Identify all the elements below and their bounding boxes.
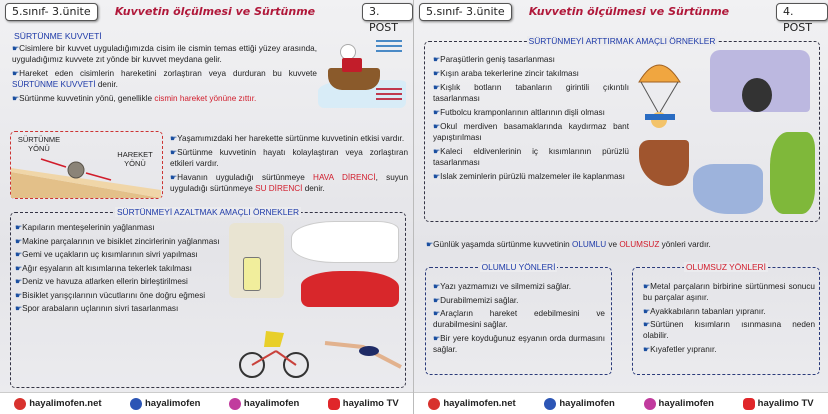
term: cismin hareket yönüne zıttır. [154, 94, 257, 103]
facebook-text: hayalimofen [145, 398, 201, 409]
hand-icon: ☛ [433, 108, 441, 117]
page-title: Kuvvetin ölçülmesi ve Sürtünme [114, 5, 316, 18]
instagram-link[interactable] [644, 398, 714, 410]
yacht-image [291, 221, 399, 263]
list-item [643, 344, 815, 355]
reduce-friction-box [10, 207, 406, 388]
friction-diagram [10, 131, 163, 199]
text: Günlük yaşamda sürtünme kuvvetinin [433, 240, 572, 249]
motion-direction-label: HAREKET YÖNÜ [117, 150, 153, 168]
hand-icon: ☛ [15, 236, 23, 246]
list-item-text: Deniz ve havuza atlarken ellerin birleştirilmesi [22, 277, 188, 286]
youtube-icon [743, 398, 755, 410]
text: ve [606, 240, 620, 249]
sentence [426, 239, 806, 250]
winter-boot-image [639, 140, 689, 186]
list-item-text: Kışın araba tekerlerine zincir takılması [440, 69, 579, 78]
text: denir. [302, 184, 325, 193]
hand-icon: ☛ [426, 240, 434, 249]
globe-icon [428, 398, 440, 410]
hand-icon: ☛ [15, 290, 23, 300]
post-badge: 3. POST [362, 3, 413, 21]
hand-icon: ☛ [12, 69, 20, 78]
paragraph [170, 147, 408, 169]
grade-badge: 5.sınıf- 3.ünite [419, 3, 512, 21]
list-item [15, 276, 225, 287]
list-item [433, 121, 629, 143]
facebook-icon [130, 398, 142, 410]
list-item [15, 249, 225, 260]
hand-icon: ☛ [433, 147, 441, 156]
text: , suyun uyguladığı sürtünmeye [170, 173, 409, 193]
hand-icon: ☛ [433, 122, 441, 131]
youtube-text: hayalimo TV [342, 398, 399, 409]
hand-icon: ☛ [170, 148, 178, 157]
list-item [15, 222, 225, 233]
post-badge: 4. POST [776, 3, 828, 21]
list-item [433, 333, 605, 355]
snowman-sled-image [318, 32, 406, 110]
hand-icon: ☛ [643, 306, 651, 316]
hand-icon: ☛ [15, 304, 23, 313]
list-item [433, 281, 605, 292]
instagram-link[interactable] [229, 398, 299, 410]
hand-icon: ☛ [433, 55, 441, 64]
text: Sürtünme kuvvetinin yönü, genellikle [19, 94, 155, 103]
term: SU DİRENCİ [255, 184, 303, 193]
goalkeeper-image [770, 132, 815, 214]
hand-icon: ☛ [643, 320, 651, 329]
negative-box [632, 262, 820, 375]
term: SÜRTÜNME KUVVETİ [12, 80, 96, 89]
positive-box [425, 262, 612, 375]
paragraph [12, 93, 317, 104]
hand-icon: ☛ [643, 344, 651, 354]
list-item [15, 263, 225, 274]
list-item-text: Durabilmemizi sağlar. [440, 295, 519, 305]
spray-hinge-image [229, 223, 284, 298]
hand-icon: ☛ [15, 263, 23, 273]
youtube-text: hayalimo TV [757, 398, 814, 409]
text: Cisimlere bir kuvvet uyguladığımızda cisim ile cismin temas ettiği yüzey arasında, uyguladığımız kuvvete zıt yönde bir kuvvet meydana gelir. [12, 44, 317, 64]
list-item-text: Futbolcu kramponlarının altlarının dişli olması [440, 108, 605, 117]
paragraph [12, 68, 317, 90]
hand-icon: ☛ [433, 282, 441, 291]
box-title [426, 262, 611, 273]
reduce-title: SÜRTÜNMEYİ AZALTMAK AMAÇLI ÖRNEKLER [116, 207, 300, 217]
globe-icon [14, 398, 26, 410]
hand-icon: ☛ [433, 69, 441, 78]
instagram-text: hayalimofen [658, 398, 714, 409]
youtube-icon [328, 398, 340, 410]
term: OLUMLU [571, 240, 607, 249]
increase-friction-box [424, 36, 820, 222]
list-item [433, 146, 629, 168]
list-item [643, 281, 815, 303]
negative-list [643, 281, 815, 357]
text: Havanın uyguladığı sürtünmeye [177, 173, 314, 182]
friction-direction-label: SÜRTÜNME YÖNÜ [17, 135, 61, 153]
list-item [643, 306, 815, 317]
hand-icon: ☛ [433, 83, 441, 92]
instagram-icon [229, 398, 241, 410]
hand-icon: ☛ [433, 309, 441, 318]
hand-icon: ☛ [643, 282, 651, 291]
list-item-text: Bir yere koyduğunuz eşyanın orda durmasını sağlar. [433, 333, 605, 354]
hand-icon: ☛ [15, 277, 23, 286]
list-item [15, 236, 225, 247]
hand-icon: ☛ [170, 134, 178, 143]
box-title [425, 36, 819, 47]
hand-icon: ☛ [12, 44, 20, 53]
increase-list [433, 54, 629, 185]
website-link[interactable] [428, 398, 515, 410]
reduce-list [15, 222, 225, 317]
intro-text [12, 43, 317, 107]
box-title [11, 207, 405, 218]
term: HAVA DİRENCİ [313, 173, 376, 182]
list-item-text: Araçların hareket edebilmesini ve durabilmesini sağlar. [433, 309, 605, 329]
grade-badge: 5.sınıf- 3.ünite [5, 3, 98, 21]
diver-image [323, 333, 403, 369]
list-item-text: Kıyafetler yıpranır. [650, 344, 717, 354]
website-text: hayalimofen.net [29, 398, 102, 409]
term: OLUMSUZ [619, 240, 660, 249]
friction-facts [170, 133, 408, 197]
website-link[interactable] [14, 398, 101, 410]
text: Sürtünme kuvvetinin hayatı kolaylaştıran veya zorlaştıran etkileri vardır. [170, 148, 408, 168]
paragraph [170, 172, 408, 194]
hand-icon: ☛ [12, 94, 20, 103]
paragraph [12, 43, 317, 65]
footer [414, 392, 828, 414]
list-item [433, 107, 629, 118]
list-item-text: Ağır eşyaların alt kısımlarına tekerlek takılması [22, 263, 192, 273]
youtube-link[interactable] [743, 398, 814, 410]
car-chain-image [710, 50, 810, 112]
facebook-text: hayalimofen [559, 398, 615, 409]
hand-icon: ☛ [170, 173, 178, 182]
hand-icon: ☛ [15, 223, 23, 232]
parachute-image [637, 54, 682, 154]
cyclist-image [236, 321, 312, 379]
list-item-text: Spor arabaların uçlarının sivri tasarlanması [22, 304, 179, 313]
post-4-panel [414, 0, 828, 414]
facebook-link[interactable] [544, 398, 614, 410]
increase-title: SÜRTÜNMEYİ ARTTIRMAK AMAÇLI ÖRNEKLER [528, 36, 716, 46]
list-item-text: Makine parçalarının ve bisiklet zincirlerinin yağlanması [22, 236, 220, 246]
list-item-text: Bisiklet yarışçılarının vücutlarını öne doğru eğmesi [22, 290, 206, 300]
list-item [433, 295, 605, 306]
list-item-text: Gemi ve uçakların uç kısımlarının sivri yapılması [22, 250, 198, 259]
box-title [633, 262, 819, 273]
list-item-text: Yazı yazmamızı ve silmemizi sağlar. [440, 282, 572, 291]
list-item-text: Okul merdiven basamaklarında kaydırmaz bant yapıştırılması [433, 122, 629, 142]
hand-icon: ☛ [433, 172, 441, 181]
facebook-icon [544, 398, 556, 410]
section-heading: SÜRTÜNME KUVVETİ [14, 31, 102, 41]
positive-title: OLUMLU YÖNLERİ [481, 262, 556, 272]
list-item-text: Kapıların menteşelerinin yağlanması [22, 223, 155, 232]
facebook-link[interactable] [130, 398, 200, 410]
website-text: hayalimofen.net [443, 398, 516, 409]
list-item-text: Islak zeminlerin pürüzlü malzemeler ile kaplanması [440, 172, 625, 181]
list-item [433, 54, 629, 65]
instagram-text: hayalimofen [243, 398, 300, 409]
football-cleat-image [693, 164, 763, 214]
list-item [433, 82, 629, 104]
list-item-text: Paraşütlerin geniş tasarlanması [440, 55, 555, 64]
text: denir. [95, 80, 118, 89]
list-item [643, 319, 815, 341]
page-title: Kuvvetin ölçülmesi ve Sürtünme [528, 5, 730, 18]
hand-icon: ☛ [433, 295, 441, 305]
list-item-text: Kışlık botların tabanların girintili çıkıntılı tasarlanması [433, 83, 629, 103]
list-item-text: Kaleci eldivenlerinin iç kısımlarının pürüzlü tasarlanması [433, 147, 629, 167]
list-item-text: Metal parçaların birbirine sürtünmesi sonucu bu parçalar aşınır. [643, 282, 815, 302]
hand-icon: ☛ [433, 333, 441, 343]
text: yönleri vardır. [659, 240, 711, 249]
list-item [433, 68, 629, 79]
text: Yaşamımızdaki her harekette sürtünme kuvvetinin etkisi vardır. [177, 134, 405, 143]
youtube-link[interactable] [328, 398, 399, 410]
footer [0, 392, 413, 414]
list-item-text: Ayakkabıların tabanları yıpranır. [650, 306, 766, 316]
sports-car-image [301, 271, 399, 307]
hand-icon: ☛ [15, 250, 23, 259]
text: Hareket eden cisimlerin hareketini zorlaştıran veya durduran bu kuvvete [19, 69, 317, 78]
list-item [15, 303, 225, 314]
list-item [433, 308, 605, 330]
list-item [15, 290, 225, 301]
negative-title: OLUMSUZ YÖNLERİ [686, 262, 766, 272]
list-item-text: Sürtünen kısımların ısınmasına neden olabilir. [643, 320, 815, 340]
paragraph [170, 133, 408, 144]
list-item [433, 171, 629, 182]
positive-list [433, 281, 605, 357]
instagram-icon [644, 398, 656, 410]
